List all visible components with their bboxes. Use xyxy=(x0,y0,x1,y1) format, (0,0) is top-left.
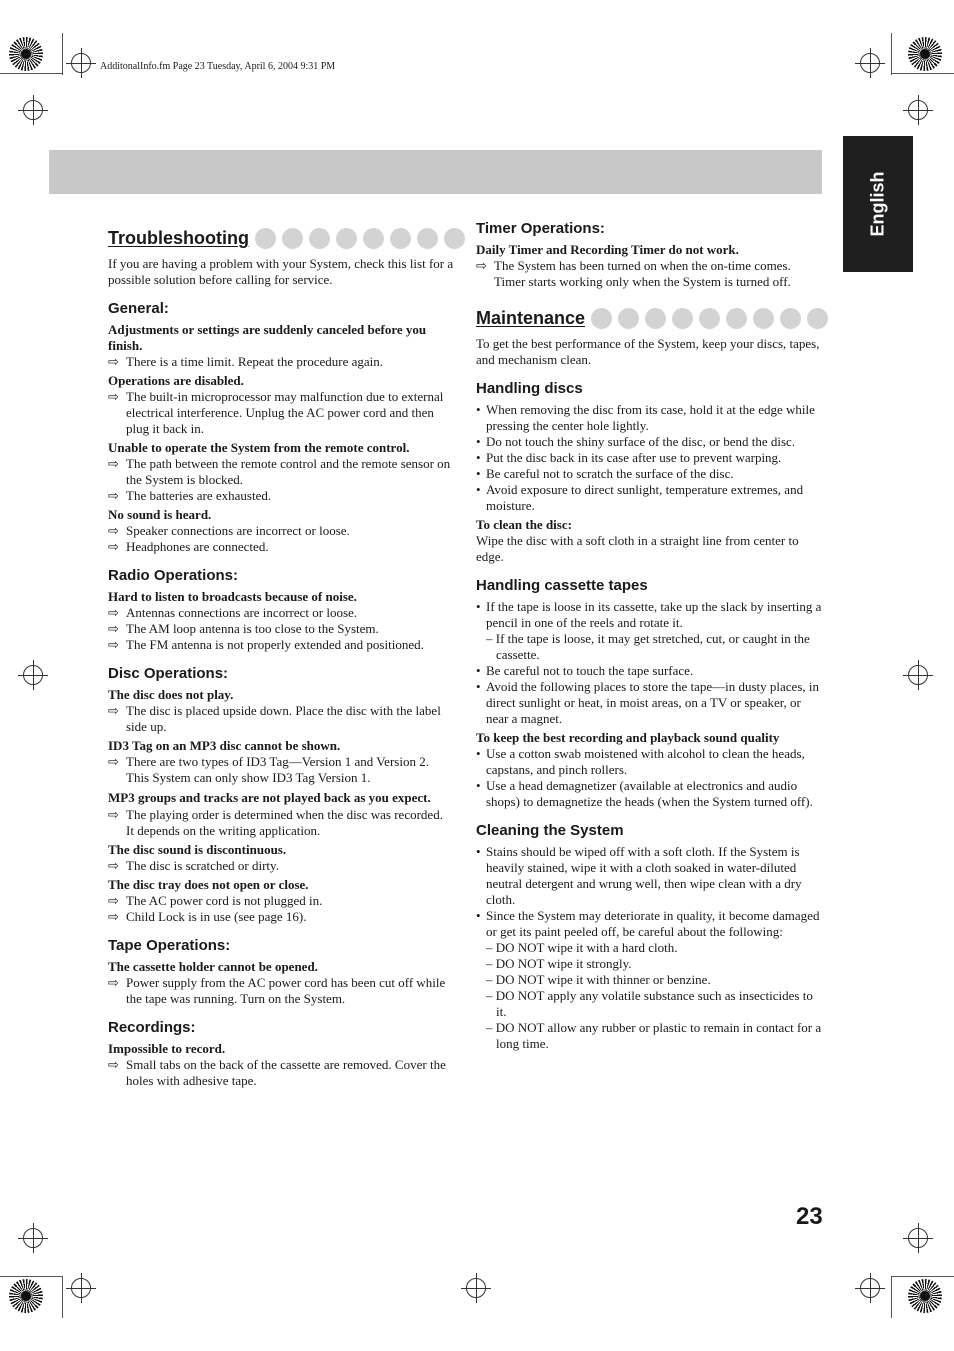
registration-mark-icon xyxy=(903,660,933,690)
crop-mark-star-icon xyxy=(908,37,942,71)
solution: ⇨ The System has been turned on when the on-time comes. Timer starts working only when the System is turned off. xyxy=(476,258,791,289)
list-item: • Do not touch the shiny surface of the disc, or bend the disc. xyxy=(476,434,796,449)
solution: ⇨ Headphones are connected. xyxy=(108,539,269,554)
crop-mark-star-icon xyxy=(908,1279,942,1313)
dash-item: – DO NOT apply any volatile substance such as insecticides to it. xyxy=(486,988,813,1019)
crop-line xyxy=(0,73,62,74)
list-item: • Avoid exposure to direct sunlight, temperature extremes, and moisture. xyxy=(476,482,804,513)
problem: The disc sound is discontinuous. xyxy=(108,842,287,857)
registration-mark-icon xyxy=(903,1223,933,1253)
general-heading: General: xyxy=(108,300,169,317)
troubleshooting-title xyxy=(108,226,454,250)
solution: ⇨ The playing order is determined when the disc was recorded. It depends on the writing application. xyxy=(108,807,443,838)
solution: ⇨ There are two types of ID3 Tag—Version 1 and Version 2. This System can only show ID3 Tag Version 1. xyxy=(108,754,429,785)
solution: ⇨ The path between the remote control and the remote sensor on the System is blocked. xyxy=(108,456,451,487)
crop-mark-star-icon xyxy=(9,1279,43,1313)
clean-disc-label: To clean the disc: xyxy=(476,517,572,532)
handling-discs-heading: Handling discs xyxy=(476,380,583,397)
solution: ⇨ The built-in microprocessor may malfunction due to external electrical interference. Unplug the AC power cord and then plug it back in. xyxy=(108,389,444,436)
troubleshooting-intro: If you are having a problem with your System, check this list for a possible solution before calling for service. xyxy=(108,256,454,287)
list-item: • Put the disc back in its case after use to prevent warping. xyxy=(476,450,782,465)
problem: The disc does not play. xyxy=(108,687,234,702)
problem: Operations are disabled. xyxy=(108,373,244,388)
registration-mark-icon xyxy=(903,95,933,125)
list-item: • When removing the disc from its case, hold it at the edge while pressing the center hole lightly. xyxy=(476,402,815,433)
registration-mark-icon xyxy=(18,95,48,125)
problem: The disc tray does not open or close. xyxy=(108,877,309,892)
dash-item: – DO NOT wipe it strongly. xyxy=(486,956,632,971)
troubleshooting-title-text: Troubleshooting xyxy=(108,228,249,248)
language-tab xyxy=(843,136,913,272)
list-item: • Be careful not to touch the tape surface. xyxy=(476,663,694,678)
problem: Adjustments or settings are suddenly canceled before you finish. xyxy=(108,322,427,353)
arrow-icon: ⇨ xyxy=(108,456,119,471)
crop-line xyxy=(62,1276,63,1318)
cleaning-heading: Cleaning the System xyxy=(476,822,624,839)
arrow-icon: ⇨ xyxy=(108,488,119,503)
solution: ⇨ The AC power cord is not plugged in. xyxy=(108,893,323,908)
problem: No sound is heard. xyxy=(108,507,212,522)
crop-line xyxy=(62,33,63,75)
list-item: • Use a head demagnetizer (available at electronics and audio shops) to demagnetize the heads (when the System turned off). xyxy=(476,778,813,809)
left-column xyxy=(108,226,454,1089)
arrow-icon: ⇨ xyxy=(108,1057,119,1072)
arrow-icon: ⇨ xyxy=(108,354,119,369)
right-column xyxy=(476,220,824,1052)
registration-mark-icon xyxy=(18,1223,48,1253)
title-dots-decoration xyxy=(591,308,828,329)
solution: ⇨ The disc is scratched or dirty. xyxy=(108,858,279,873)
language-tab-label: English xyxy=(867,171,888,237)
problem: MP3 groups and tracks are not played back as you expect. xyxy=(108,790,431,805)
problem: Unable to operate the System from the remote control. xyxy=(108,440,410,455)
solution: ⇨ Speaker connections are incorrect or loose. xyxy=(108,523,350,538)
solution: ⇨ The AM loop antenna is too close to the System. xyxy=(108,621,379,636)
crop-line xyxy=(891,1276,954,1277)
timer-heading: Timer Operations: xyxy=(476,220,605,237)
list-item: • If the tape is loose in its cassette, take up the slack by inserting a pencil in one of the reels and rotate it. xyxy=(476,599,822,630)
radio-heading: Radio Operations: xyxy=(108,567,239,584)
problem: Impossible to record. xyxy=(108,1041,226,1056)
problem: ID3 Tag on an MP3 disc cannot be shown. xyxy=(108,738,341,753)
registration-mark-icon xyxy=(18,660,48,690)
dash-item: – DO NOT allow any rubber or plastic to remain in contact for a long time. xyxy=(486,1020,822,1051)
crop-mark-star-icon xyxy=(9,37,43,71)
list-item: • Be careful not to scratch the surface of the disc. xyxy=(476,466,734,481)
dash-item: – DO NOT wipe it with a hard cloth. xyxy=(486,940,678,955)
problem: The cassette holder cannot be opened. xyxy=(108,959,318,974)
registration-mark-icon xyxy=(66,1273,96,1303)
disc-heading: Disc Operations: xyxy=(108,665,229,682)
arrow-icon: ⇨ xyxy=(108,909,119,924)
list-item: • Avoid the following places to store the tape—in dusty places, in direct sunlight or heat, in moist areas, on a TV or speaker, or near a magnet. xyxy=(476,679,819,726)
registration-mark-icon xyxy=(855,1273,885,1303)
handling-tapes-heading: Handling cassette tapes xyxy=(476,577,648,594)
clean-disc-text: Wipe the disc with a soft cloth in a straight line from center to edge. xyxy=(476,533,799,564)
arrow-icon: ⇨ xyxy=(108,807,119,822)
maintenance-title-text: Maintenance xyxy=(476,308,586,328)
arrow-icon: ⇨ xyxy=(108,858,119,873)
list-item: • Stains should be wiped off with a soft cloth. If the System is heavily stained, wipe it with a cloth soaked in water-diluted neutral detergent and wrung well, then wipe clean with a dry cloth. xyxy=(476,844,802,907)
quality-label: To keep the best recording and playback sound quality xyxy=(476,730,780,745)
maintenance-intro: To get the best performance of the System, keep your discs, tapes, and mechanism clean. xyxy=(476,336,820,367)
arrow-icon: ⇨ xyxy=(108,605,119,620)
dash-item: – If the tape is loose, it may get stretched, cut, or caught in the cassette. xyxy=(486,631,810,662)
crop-line xyxy=(891,73,954,74)
crop-line xyxy=(0,1276,62,1277)
maintenance-title xyxy=(476,306,824,330)
arrow-icon: ⇨ xyxy=(108,754,119,769)
title-dots-decoration xyxy=(255,228,465,249)
crop-line xyxy=(891,1276,892,1318)
solution: ⇨ Antennas connections are incorrect or loose. xyxy=(108,605,358,620)
arrow-icon: ⇨ xyxy=(108,637,119,652)
crop-line xyxy=(891,33,892,75)
solution: ⇨ Small tabs on the back of the cassette are removed. Cover the holes with adhesive tape. xyxy=(108,1057,446,1088)
arrow-icon: ⇨ xyxy=(108,523,119,538)
solution: ⇨ Power supply from the AC power cord has been cut off while the tape was running. Turn on the System. xyxy=(108,975,446,1006)
list-item: • Since the System may deteriorate in quality, it become damaged or get its paint peeled off, be careful about the following: xyxy=(476,908,820,939)
arrow-icon: ⇨ xyxy=(108,703,119,718)
file-header-line: AdditonalInfo.fm Page 23 Tuesday, April 6, 2004 9:31 PM xyxy=(100,61,336,72)
solution: ⇨ The FM antenna is not properly extended and positioned. xyxy=(108,637,424,652)
registration-mark-icon xyxy=(461,1273,491,1303)
list-item: • Use a cotton swab moistened with alcohol to clean the heads, capstans, and pinch rollers. xyxy=(476,746,805,777)
solution: ⇨ The disc is placed upside down. Place the disc with the label side up. xyxy=(108,703,441,734)
problem: Hard to listen to broadcasts because of noise. xyxy=(108,589,357,604)
solution: ⇨ The batteries are exhausted. xyxy=(108,488,272,503)
arrow-icon: ⇨ xyxy=(476,258,487,273)
dash-item: – DO NOT wipe it with thinner or benzine. xyxy=(486,972,711,987)
arrow-icon: ⇨ xyxy=(108,975,119,990)
registration-mark-icon xyxy=(66,48,96,78)
recordings-heading: Recordings: xyxy=(108,1019,196,1036)
arrow-icon: ⇨ xyxy=(108,539,119,554)
arrow-icon: ⇨ xyxy=(108,389,119,404)
solution: ⇨ There is a time limit. Repeat the procedure again. xyxy=(108,354,384,369)
arrow-icon: ⇨ xyxy=(108,621,119,636)
solution: ⇨ Child Lock is in use (see page 16). xyxy=(108,909,307,924)
top-gray-bar xyxy=(49,150,822,194)
registration-mark-icon xyxy=(855,48,885,78)
problem: Daily Timer and Recording Timer do not work. xyxy=(476,242,739,257)
page-number: 23 xyxy=(796,1203,823,1230)
arrow-icon: ⇨ xyxy=(108,893,119,908)
tape-heading: Tape Operations: xyxy=(108,937,231,954)
